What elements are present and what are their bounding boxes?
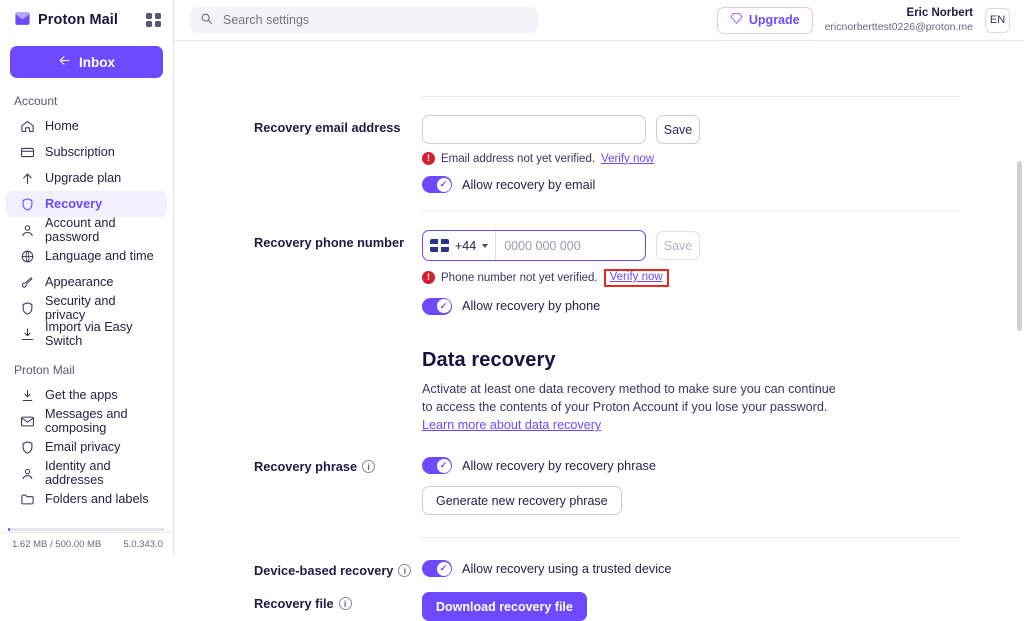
recovery-settings-panel <box>174 96 1024 621</box>
sidebar-item-label: Home <box>45 119 79 133</box>
save-recovery-phone-button[interactable] <box>656 231 700 260</box>
info-icon[interactable]: i <box>362 460 375 473</box>
storage-bar <box>8 528 165 531</box>
data-recovery-heading: Data recovery <box>422 348 556 371</box>
recovery-email-input-line <box>422 115 960 144</box>
envelope-icon <box>20 414 35 429</box>
device-based-recovery-row <box>254 538 960 578</box>
sidebar-item-label: Language and time <box>45 249 154 263</box>
search-icon <box>200 12 213 28</box>
verify-phone-link-highlight <box>604 269 669 287</box>
inbox-button-label: Inbox <box>79 54 115 70</box>
recovery-file-label <box>254 591 422 611</box>
sidebar-item-label: Subscription <box>45 145 115 159</box>
scrollbar-thumb[interactable] <box>1017 161 1022 331</box>
download-recovery-file-label: Download recovery file <box>436 599 573 614</box>
brand-name: Proton Mail <box>38 12 119 28</box>
app-version-label: 5.0.343.0 <box>123 539 163 550</box>
recovery-email-warning <box>422 152 960 165</box>
allow-recovery-phrase-row <box>422 457 960 474</box>
allow-recovery-by-phone-toggle[interactable]: ✓ <box>422 298 452 315</box>
recovery-phone-section <box>174 212 1024 537</box>
home-icon <box>20 119 35 134</box>
topbar <box>174 0 1024 41</box>
recovery-phone-label: Recovery phone number <box>254 235 405 250</box>
recovery-phone-row <box>254 212 960 315</box>
inbox-button[interactable] <box>10 46 163 78</box>
sidebar-item-security-and-privacy[interactable] <box>6 295 167 321</box>
sidebar-item-identity-and-addresses[interactable] <box>6 460 167 486</box>
allow-recovery-by-email-label: Allow recovery by email <box>462 177 596 192</box>
chevron-down-icon <box>482 244 488 248</box>
recovery-phrase-fields <box>422 454 960 515</box>
recovery-phrase-label <box>254 454 422 474</box>
sidebar-item-label: Identity and addresses <box>45 459 111 487</box>
sidebar-item-label: Email privacy <box>45 440 121 454</box>
recovery-file-fields <box>422 591 960 621</box>
save-recovery-email-button[interactable] <box>656 115 700 144</box>
folder-icon <box>20 492 35 507</box>
recovery-phrase-label-text: Recovery phrase <box>254 459 358 474</box>
card-icon <box>20 145 35 160</box>
grid-icon[interactable] <box>146 13 161 28</box>
arrow-up-icon <box>20 171 35 186</box>
allow-recovery-by-email-toggle[interactable]: ✓ <box>422 176 452 193</box>
sidebar-item-label: Messages and composing <box>45 407 128 435</box>
proton-mail-logo-icon <box>14 10 31 30</box>
search-input[interactable] <box>221 12 528 28</box>
sidebar-item-label: Upgrade plan <box>45 171 122 185</box>
download-icon <box>20 388 35 403</box>
brush-icon <box>20 275 35 290</box>
recovery-phone-fields <box>422 230 960 315</box>
allow-trusted-device-row <box>422 560 960 577</box>
device-based-recovery-fields <box>422 558 960 577</box>
allow-recovery-by-phone-row <box>422 298 960 315</box>
sidebar-item-import-via-easy-switch[interactable] <box>6 321 167 347</box>
recovery-file-row <box>254 578 960 621</box>
recovery-phrase-row <box>254 432 960 515</box>
arrow-left-icon <box>58 54 71 70</box>
recovery-email-input[interactable] <box>422 115 646 144</box>
import-icon <box>20 327 35 342</box>
recovery-phone-input-line <box>422 230 960 261</box>
sidebar <box>0 0 174 555</box>
device-based-recovery-label <box>254 558 422 578</box>
recovery-email-fields <box>422 115 960 193</box>
storage-usage-label: 1.62 MB / 500.00 MB <box>12 539 102 550</box>
sidebar-nav <box>0 88 173 532</box>
recovery-email-row <box>254 97 960 193</box>
brand[interactable] <box>14 10 118 30</box>
sidebar-item-label: Account and password <box>45 216 116 244</box>
sidebar-section-title-account: Account <box>14 94 58 108</box>
sidebar-item-upgrade-plan[interactable] <box>6 165 167 191</box>
sidebar-item-subscription[interactable] <box>6 139 167 165</box>
recovery-email-section <box>174 97 1024 211</box>
save-button-label: Save <box>663 238 693 253</box>
sidebar-item-account-and-password[interactable] <box>6 217 167 243</box>
language-code-label: EN <box>989 14 1006 26</box>
verify-phone-link[interactable]: Verify now <box>609 271 663 283</box>
sidebar-footer <box>0 532 173 555</box>
alert-icon: ! <box>422 152 435 165</box>
sidebar-header <box>0 0 173 40</box>
info-icon[interactable]: i <box>398 564 411 577</box>
alert-icon: ! <box>422 271 435 284</box>
user-email: ericnorberttest0226@proton.me <box>824 20 973 33</box>
user-info[interactable] <box>825 6 973 34</box>
sidebar-item-get-the-apps[interactable] <box>6 382 167 408</box>
language-selector[interactable] <box>985 8 1010 33</box>
shield-key-icon <box>20 197 35 212</box>
sidebar-item-label: Security and privacy <box>45 294 116 322</box>
sidebar-item-language-and-time[interactable] <box>6 243 167 269</box>
sidebar-item-home[interactable] <box>6 113 167 139</box>
settings-scroll-area <box>174 41 1024 621</box>
sidebar-section-title-proton-mail: Proton Mail <box>14 363 75 377</box>
shield-icon <box>20 301 35 316</box>
id-card-icon <box>20 466 35 481</box>
save-button-label: Save <box>663 122 693 137</box>
data-recovery-description: Activate at least one data recovery method to make sure you can continue to access the contents of your Proton Account if you lose your password. <box>422 381 836 414</box>
upgrade-button-label: Upgrade <box>748 13 800 27</box>
scrollbar[interactable] <box>1017 41 1022 621</box>
country-code-label: +44 <box>455 238 477 253</box>
recovery-phone-input[interactable] <box>496 231 673 260</box>
recovery-phone-warning-text: Phone number not yet verified. <box>441 271 598 284</box>
allow-recovery-by-email-row <box>422 176 960 193</box>
recovery-email-label: Recovery email address <box>254 120 401 135</box>
sidebar-item-label: Recovery <box>45 197 103 211</box>
recovery-phone-input-wrapper <box>422 230 646 261</box>
sidebar-item-label: Folders and labels <box>45 492 149 506</box>
uk-flag-icon <box>430 239 449 252</box>
generate-new-recovery-phrase-label: Generate new recovery phrase <box>436 493 608 508</box>
globe-icon <box>20 249 35 264</box>
allow-trusted-device-label: Allow recovery using a trusted device <box>462 561 672 576</box>
device-based-recovery-label-text: Device-based recovery <box>254 563 394 578</box>
generate-new-recovery-phrase-button[interactable] <box>422 486 622 515</box>
sidebar-item-label: Import via Easy Switch <box>45 320 133 348</box>
search-settings-field[interactable] <box>190 7 538 33</box>
verify-email-link[interactable]: Verify now <box>601 152 655 165</box>
sidebar-item-appearance[interactable] <box>6 269 167 295</box>
topbar-right <box>717 6 1010 34</box>
allow-recovery-phrase-label: Allow recovery by recovery phrase <box>462 458 656 473</box>
sidebar-item-label: Get the apps <box>45 388 118 402</box>
gem-icon <box>730 12 743 28</box>
country-code-select[interactable] <box>423 231 496 260</box>
main-area <box>174 0 1024 614</box>
learn-more-about-data-recovery-link[interactable]: Learn more about data recovery <box>422 418 602 432</box>
sidebar-item-recovery[interactable] <box>6 191 167 217</box>
download-recovery-file-button[interactable] <box>422 592 587 621</box>
info-icon[interactable]: i <box>339 597 352 610</box>
recovery-file-label-text: Recovery file <box>254 596 334 611</box>
user-icon <box>20 223 35 238</box>
allow-recovery-by-phone-label: Allow recovery by phone <box>462 299 601 313</box>
sidebar-item-folders-and-labels[interactable] <box>6 486 167 512</box>
device-recovery-section <box>174 538 1024 621</box>
allow-recovery-phrase-toggle[interactable]: ✓ <box>422 457 452 474</box>
shield-lock-icon <box>20 440 35 455</box>
recovery-email-warning-text: Email address not yet verified. <box>441 152 596 165</box>
upgrade-button[interactable] <box>717 7 813 34</box>
recovery-phone-warning <box>422 269 960 287</box>
allow-trusted-device-toggle[interactable]: ✓ <box>422 560 452 577</box>
sidebar-item-label: Appearance <box>45 275 114 289</box>
sidebar-item-messages-and-composing[interactable] <box>6 408 167 434</box>
user-name: Eric Norbert <box>906 7 973 20</box>
sidebar-item-email-privacy[interactable] <box>6 434 167 460</box>
